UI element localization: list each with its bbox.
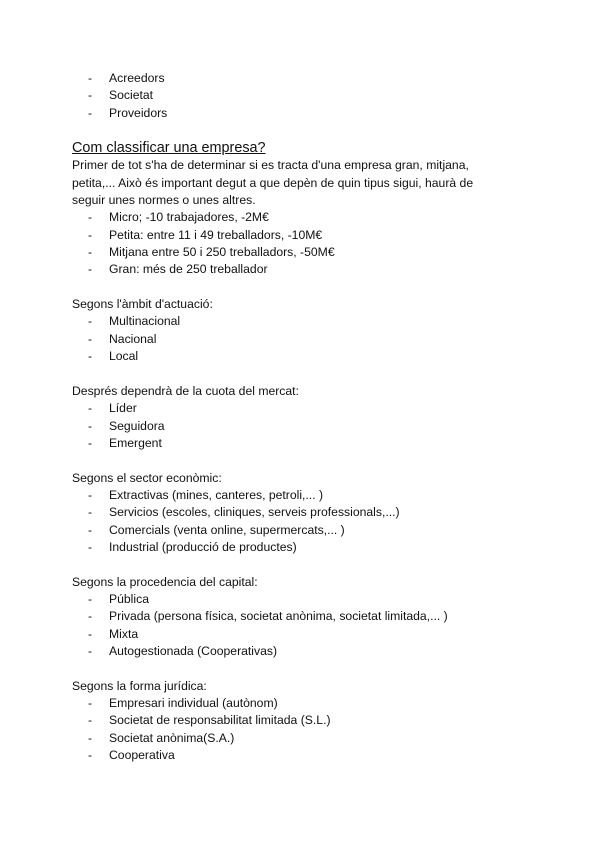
list-item: - Gran: més de 250 treballador <box>88 262 268 277</box>
list-item: - Pública <box>88 591 149 606</box>
list-item: - Micro; -10 trabajadores, -2M€ <box>88 210 269 225</box>
intro-list <box>72 70 542 122</box>
section-title-forma-juridica: Segons la forma jurídica: <box>72 678 207 693</box>
forma-juridica-list <box>72 695 542 764</box>
list-item: - Servicios (escoles, cliniques, serveis professionals,...) <box>88 505 400 520</box>
document-page <box>72 70 542 764</box>
list-item: - Líder <box>88 401 137 416</box>
list-item: - Privada (persona física, societat anònima, societat limitada,... ) <box>88 609 448 624</box>
sector-list <box>72 487 542 556</box>
intro-paragraph: Primer de tot s'ha de determinar si es tracta d'una empresa gran, mitjana, petita,... Això és important degut a que depèn de quin tipus sigui, haurà de seguir unes normes o unes altres. <box>72 158 474 208</box>
list-item: - Proveidors <box>88 105 168 120</box>
list-item: - Mitjana entre 50 i 250 treballadors, -50M€ <box>88 245 335 260</box>
list-item: - Local <box>88 349 139 364</box>
section-title-mercat: Després dependrà de la cuota del mercat: <box>72 383 299 398</box>
list-item: - Societat de responsabilitat limitada (S.L.) <box>88 713 331 728</box>
section-title-ambit: Segons l'àmbit d'actuació: <box>72 297 213 312</box>
list-item: - Acreedors <box>88 71 165 85</box>
list-item: - Industrial (producció de productes) <box>88 539 297 554</box>
list-item: - Petita: entre 11 i 49 treballadors, -10M€ <box>88 227 323 242</box>
list-item: - Seguidora <box>88 418 165 433</box>
list-item: - Extractivas (mines, canteres, petroli,... ) <box>88 487 324 502</box>
list-item: - Cooperativa <box>88 748 175 763</box>
mercat-list <box>72 400 542 452</box>
section-heading: Com classificar una empresa? <box>72 140 266 157</box>
capital-list <box>72 591 542 660</box>
list-item: - Emergent <box>88 435 162 450</box>
ambit-list <box>72 313 542 365</box>
section-title-capital: Segons la procedencia del capital: <box>72 574 258 589</box>
list-item: - Multinacional <box>88 314 181 329</box>
list-item: - Autogestionada (Cooperativas) <box>88 644 278 658</box>
list-item: - Societat anònima(S.A.) <box>88 730 235 745</box>
list-item: - Societat <box>88 88 154 103</box>
list-item: - Mixta <box>88 626 139 641</box>
section-title-sector: Segons el sector econòmic: <box>72 470 222 485</box>
list-item: - Nacional <box>88 331 157 346</box>
list-item: - Empresari individual (autònom) <box>88 696 278 711</box>
list-item: - Comercials (venta online, supermercats,... ) <box>88 522 345 537</box>
size-list <box>72 209 542 278</box>
